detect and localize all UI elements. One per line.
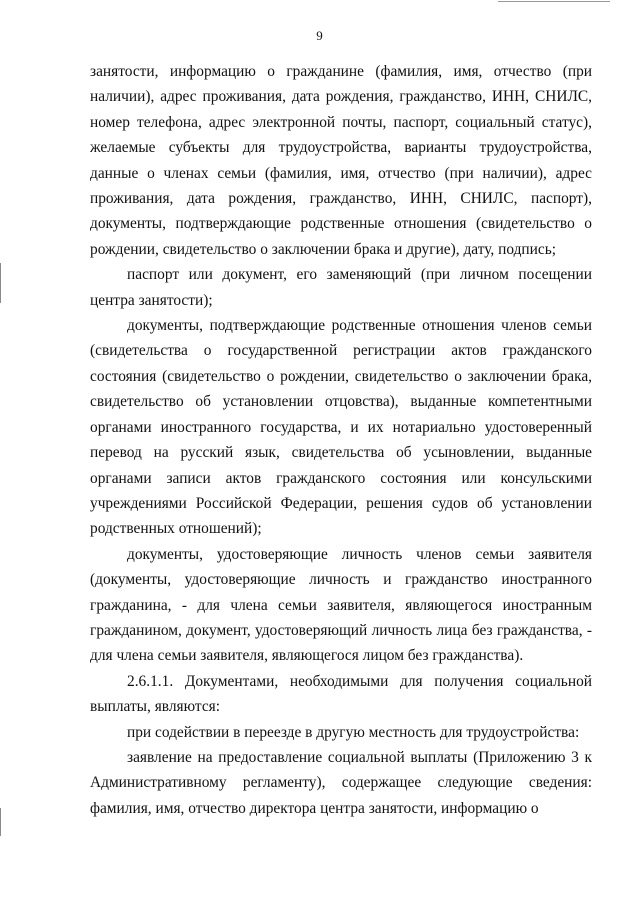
paragraph: паспорт или документ, его заменяющий (при личном посещении центра занятости); <box>90 266 592 309</box>
paragraph: документы, подтверждающие родственные отношения членов семьи (свидетельства о государственной регистрации актов гражданского состояния (свидетельство о рождении, свидетельство о заключении брака, свидетельство об установлении отцовства), выданные компетентными органами иностранного государства, и их нотариально удостоверенный перевод на русский язык, свидетельства об усыновлении, выданные органами записи актов гражданского состояния или консульскими учреждениями Российской Федерации, решения судов об установлении родственных отношений); <box>90 317 592 538</box>
document-body <box>90 59 592 821</box>
paragraph: при содействии в переезде в другую местность для трудоустройства: <box>127 723 580 741</box>
scan-edge-mark <box>0 808 1 836</box>
page-number: 9 <box>316 28 323 43</box>
scan-edge-mark <box>0 263 1 303</box>
paragraph: 2.6.1.1. Документами, необходимыми для получения социальной выплаты, являются: <box>90 672 592 716</box>
paragraph: занятости, информацию о гражданине (фамилия, имя, отчество (при наличии), адрес проживания, дата рождения, гражданство, ИНН, СНИЛС, номер телефона, адрес электронной почты, паспорт, социальный статус), желаемые субъекты для трудоустройства, варианты трудоустройства, данные о членах семьи (фамилия, имя, отчество (при наличии), адрес проживания, дата рождения, гражданство, ИНН, СНИЛС, паспорт), документы, подтверждающие родственные отношения (свидетельство о рождении, свидетельство о заключении брака и другие), дату, подпись; <box>90 63 592 258</box>
paragraph: документы, удостоверяющие личность членов семьи заявителя (документы, удостоверяющие личность и гражданство иностранного гражданина, - для члена семьи заявителя, являющегося иностранным гражданином, документ, удостоверяющий личность лица без гражданства, - для члена семьи заявителя, являющегося лицом без гражданства). <box>90 545 592 665</box>
scan-border-line <box>498 1 610 2</box>
paragraph: заявление на предоставление социальной выплаты (Приложению 3 к Административному регламенту), содержащее следующие сведения: фамилия, имя, отчество директора центра занятости, информацию о <box>90 748 592 817</box>
